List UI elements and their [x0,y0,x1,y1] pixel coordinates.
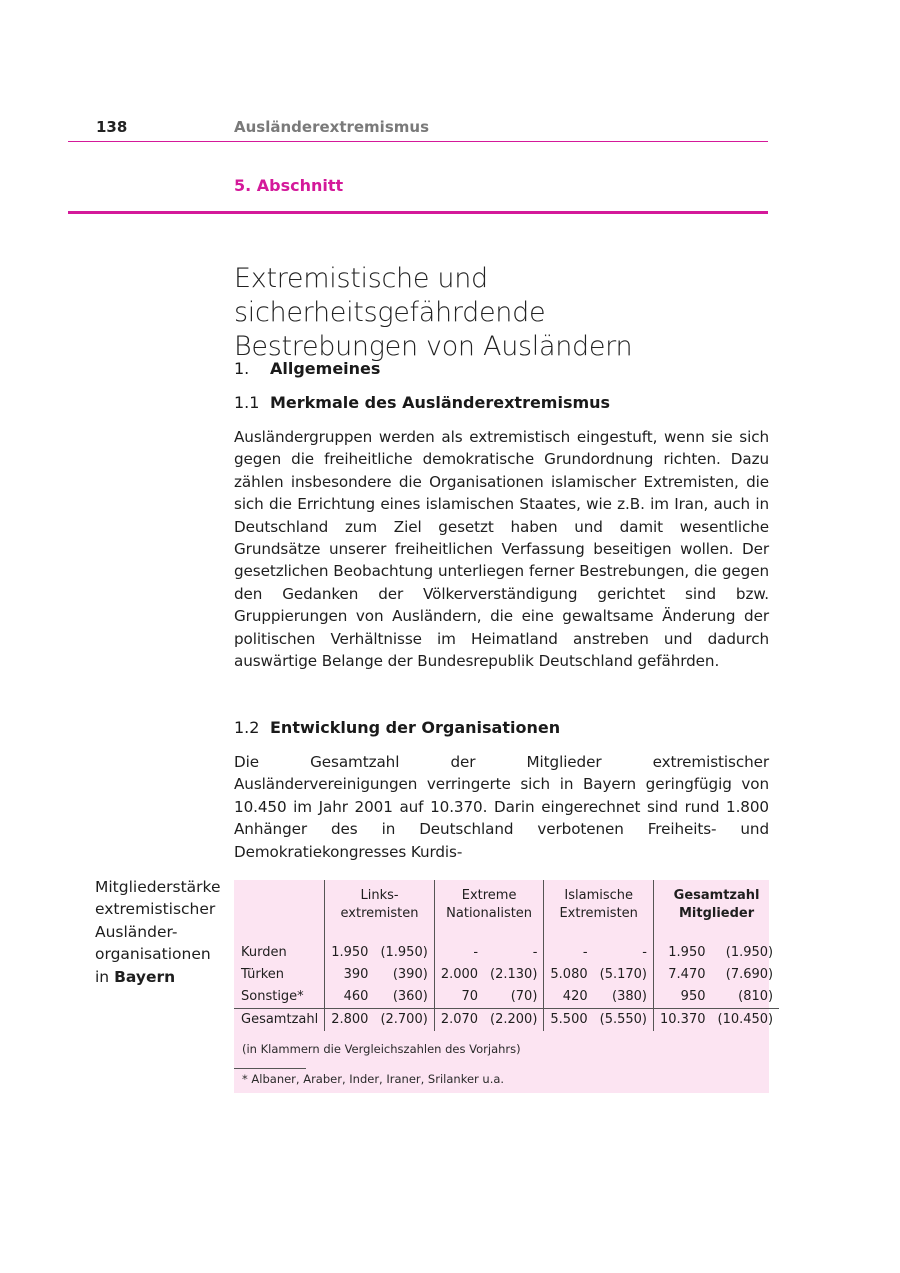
table-cell: 10.370 [654,1009,712,1032]
header-linksextremisten [325,880,435,937]
table-cell: (2.130) [490,967,538,982]
caption-line [95,966,230,988]
table-cell: - [642,945,647,960]
table-cell: (7.690) [725,967,774,982]
table-footnote: * Albaner, Araber, Inder, Iraner, Srilanker u.a. [242,1072,505,1086]
row-label: Türken [241,967,285,982]
heading-number: 1.1 [234,393,260,412]
table-row [234,986,779,1009]
table-cell: 1.950 [325,937,375,964]
caption-bold: Bayern [114,967,176,986]
heading-text: Merkmale des Ausländerextremismus [270,393,611,412]
header-line: Extreme [461,888,517,903]
running-title: Ausländerextremismus [234,118,429,136]
table-cell: (1.950) [380,945,428,960]
row-label: Gesamtzahl [234,1009,325,1032]
membership-table-box [234,880,774,1093]
caption-line: Mitgliederstärke [95,878,221,896]
table-cell: (810) [738,989,774,1004]
table-cell: 950 [654,986,712,1009]
header-line: Nationalisten [446,906,533,921]
table-row [234,964,779,986]
table-cell: 460 [325,986,375,1009]
table-total-row [234,1009,779,1032]
table-cell: 2.800 [325,1009,375,1032]
table-cell: 5.500 [544,1009,594,1032]
header-line: extremisten [340,906,419,921]
heading-number: 1. [234,359,250,378]
table-cell: (360) [392,989,428,1004]
table-cell: 1.950 [654,937,712,964]
header-line: Gesamtzahl [673,888,760,903]
table-note: (in Klammern die Vergleichszahlen des Vorjahrs) [242,1042,521,1056]
paragraph-merkmale: Ausländergruppen werden als extremistisch eingestuft, wenn sie sich gegen die freiheitliche demokratische Grundordnung richten. Dazu zählen insbesondere die Organisationen islamischer Extremisten, die sich die Errichtung eines islamischen Staates, wie z.B. im Iran, auch in Deutschland zum Ziel gesetzt haben und damit wesentliche Grundsätze unserer freiheitlichen Verfassung beseitigen wollen. Der gesetzlichen Beobachtung unterliegen ferner Bestrebungen, die gegen den Gedanken der Völkerverständigung gerichtet sind bzw. Gruppierungen von Ausländern, die eine gewaltsame Änderung der politischen Verhältnisse im Heimatland anstreben und dadurch auswärtige Belange der Bundesrepublik Deutschland gefährden. [234,428,769,671]
table-cell: (2.200) [484,1009,544,1032]
table-cell: (380) [612,989,647,1004]
table-cell: 7.470 [654,964,712,986]
section-rule [68,211,768,214]
header-line: Links- [360,888,399,903]
heading-number: 1.2 [234,718,260,737]
heading-entwicklung [234,718,560,737]
header-line: Mitglieder [678,906,755,921]
heading-allgemeines [234,359,380,378]
table-cell: (1.950) [725,945,774,960]
table-cell: (390) [392,967,428,982]
caption-line: extremistischer [95,900,216,919]
chapter-title-line-2: Bestrebungen von Ausländern [234,331,633,362]
heading-text: Allgemeines [270,359,381,378]
header-line: Extremisten [559,906,638,921]
header-extreme-nationalisten [434,880,544,937]
caption-line: organisationen [95,945,211,964]
table-header-row [234,880,779,937]
row-label: Sonstige* [241,989,304,1004]
table-cell: - [434,937,484,964]
header-gesamtzahl-mitglieder [654,880,780,937]
row-label: Kurden [241,945,287,960]
table-cell: 5.080 [544,964,594,986]
header-empty [234,880,325,937]
caption-prefix: in [95,967,110,986]
table-cell: 420 [544,986,594,1009]
footnote-rule [234,1068,306,1069]
table-cell: - [544,937,594,964]
header-rule [68,141,768,142]
table-caption [95,876,230,988]
table-cell: 70 [434,986,484,1009]
table-cell: (2.700) [374,1009,434,1032]
header-islamische-extremisten [544,880,654,937]
table-cell: (10.450) [712,1009,780,1032]
paragraph-entwicklung: Die Gesamtzahl der Mitglieder extremistischer Ausländervereinigungen verringerte sich in Bayern geringfügig von 10.450 im Jahr 2001 auf 10.370. Darin eingerechnet sind rund 1.800 Anhänger des in Deutschland verbotenen Freiheits- und Demokratiekongresses Kurdis- [234,753,769,861]
chapter-title [234,262,774,364]
table-cell: (5.550) [594,1009,654,1032]
header-line: Islamische [564,888,634,903]
heading-merkmale [234,393,610,412]
table-cell: - [532,945,538,960]
heading-text: Entwicklung der Organisationen [270,718,561,737]
table-cell: 2.070 [434,1009,484,1032]
chapter-title-line-1: Extremistische und sicherheitsgefährdende [234,263,546,328]
page-number: 138 [96,118,128,136]
table-cell: (5.170) [599,967,647,982]
caption-line: Ausländer- [95,922,178,941]
membership-table [234,880,779,1031]
table-cell: 2.000 [434,964,484,986]
table-row [234,937,779,964]
table-cell: (70) [510,989,538,1004]
section-label: 5. Abschnitt [234,176,344,195]
table-cell: 390 [325,964,375,986]
